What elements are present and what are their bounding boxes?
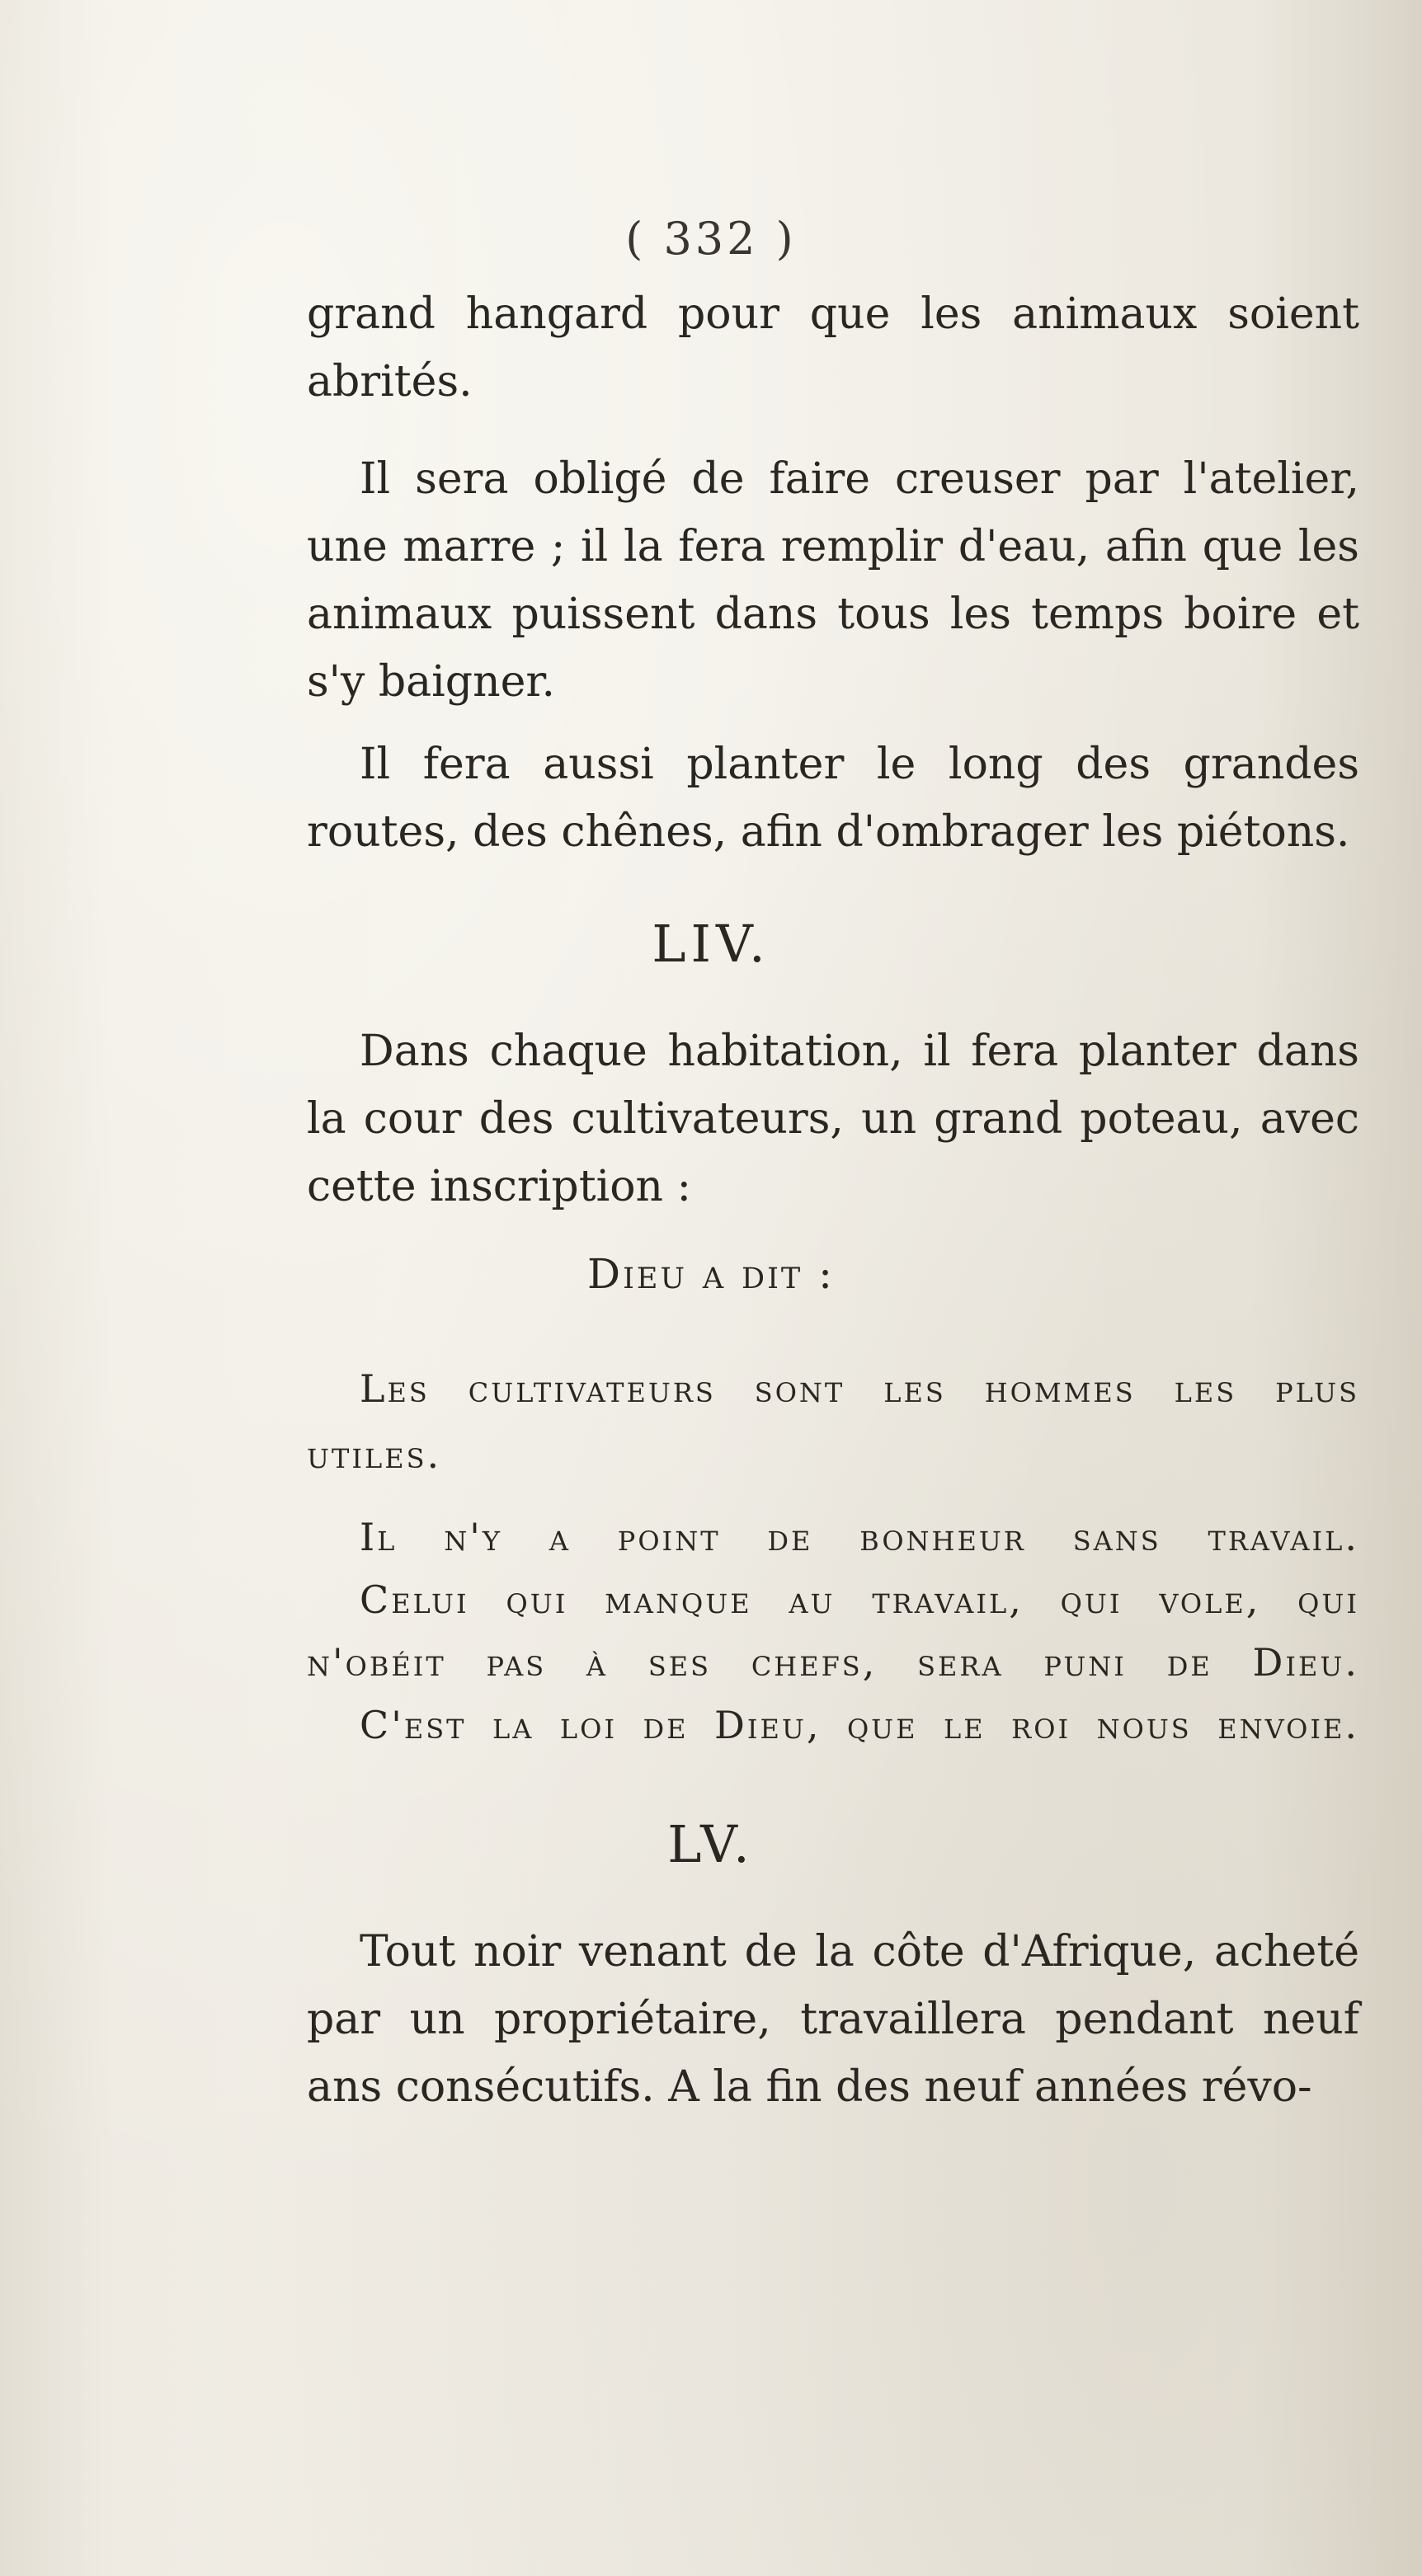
paragraph-3: Il fera aussi planter le long des grandes routes, des chênes, afin d'ombrager les piétons. [307, 740, 1359, 857]
paragraph-1: grand hangard pour que les animaux soient abrités. [307, 289, 1359, 407]
section-heading-lv: LV. [667, 1814, 755, 1874]
inscription-line-3: Il n'y a point de bonheur sans travail. [360, 1515, 1359, 1559]
paragraph-noir [307, 1918, 1359, 2121]
paragraph-liv-intro: Dans chaque habitation, il fera planter dans la cour des cultivateurs, un grand poteau, avec cette inscription : [307, 1027, 1359, 1211]
inscription-line-6: C'est la loi de Dieu, que le roi nous envoie. [360, 1703, 1359, 1747]
inscription-line-1: Les cultivateurs sont les hommes les plus [360, 1366, 1359, 1411]
page-number: ( 332 ) [625, 213, 797, 265]
paragraph-chenes [307, 731, 1359, 866]
paragraph-marre [307, 445, 1359, 716]
inscription-title: Dieu a dit : [587, 1250, 835, 1298]
inscription-line-4: Celui qui manque au travail, qui vole, qui [360, 1577, 1359, 1622]
paragraph-2: Il sera obligé de faire creuser par l'atelier, une marre ; il la fera remplir d'eau, afin que les animaux puissent dans tous les temps boire et s'y baigner. [307, 454, 1359, 707]
paragraph-continuation [307, 280, 1359, 416]
inscription-line-5: n'obéit pas à ses chefs, sera puni de Dieu. [307, 1640, 1359, 1685]
section-heading-liv: LIV. [652, 914, 770, 974]
inscription-line-2: utiles. [307, 1432, 442, 1477]
paragraph-lv-text: Tout noir venant de la côte d'Afrique, acheté par un propriétaire, travaillera pendant neuf ans consécutifs. A la fin des neuf années révo- [307, 1927, 1359, 2112]
paragraph-habitation [307, 1018, 1359, 1220]
